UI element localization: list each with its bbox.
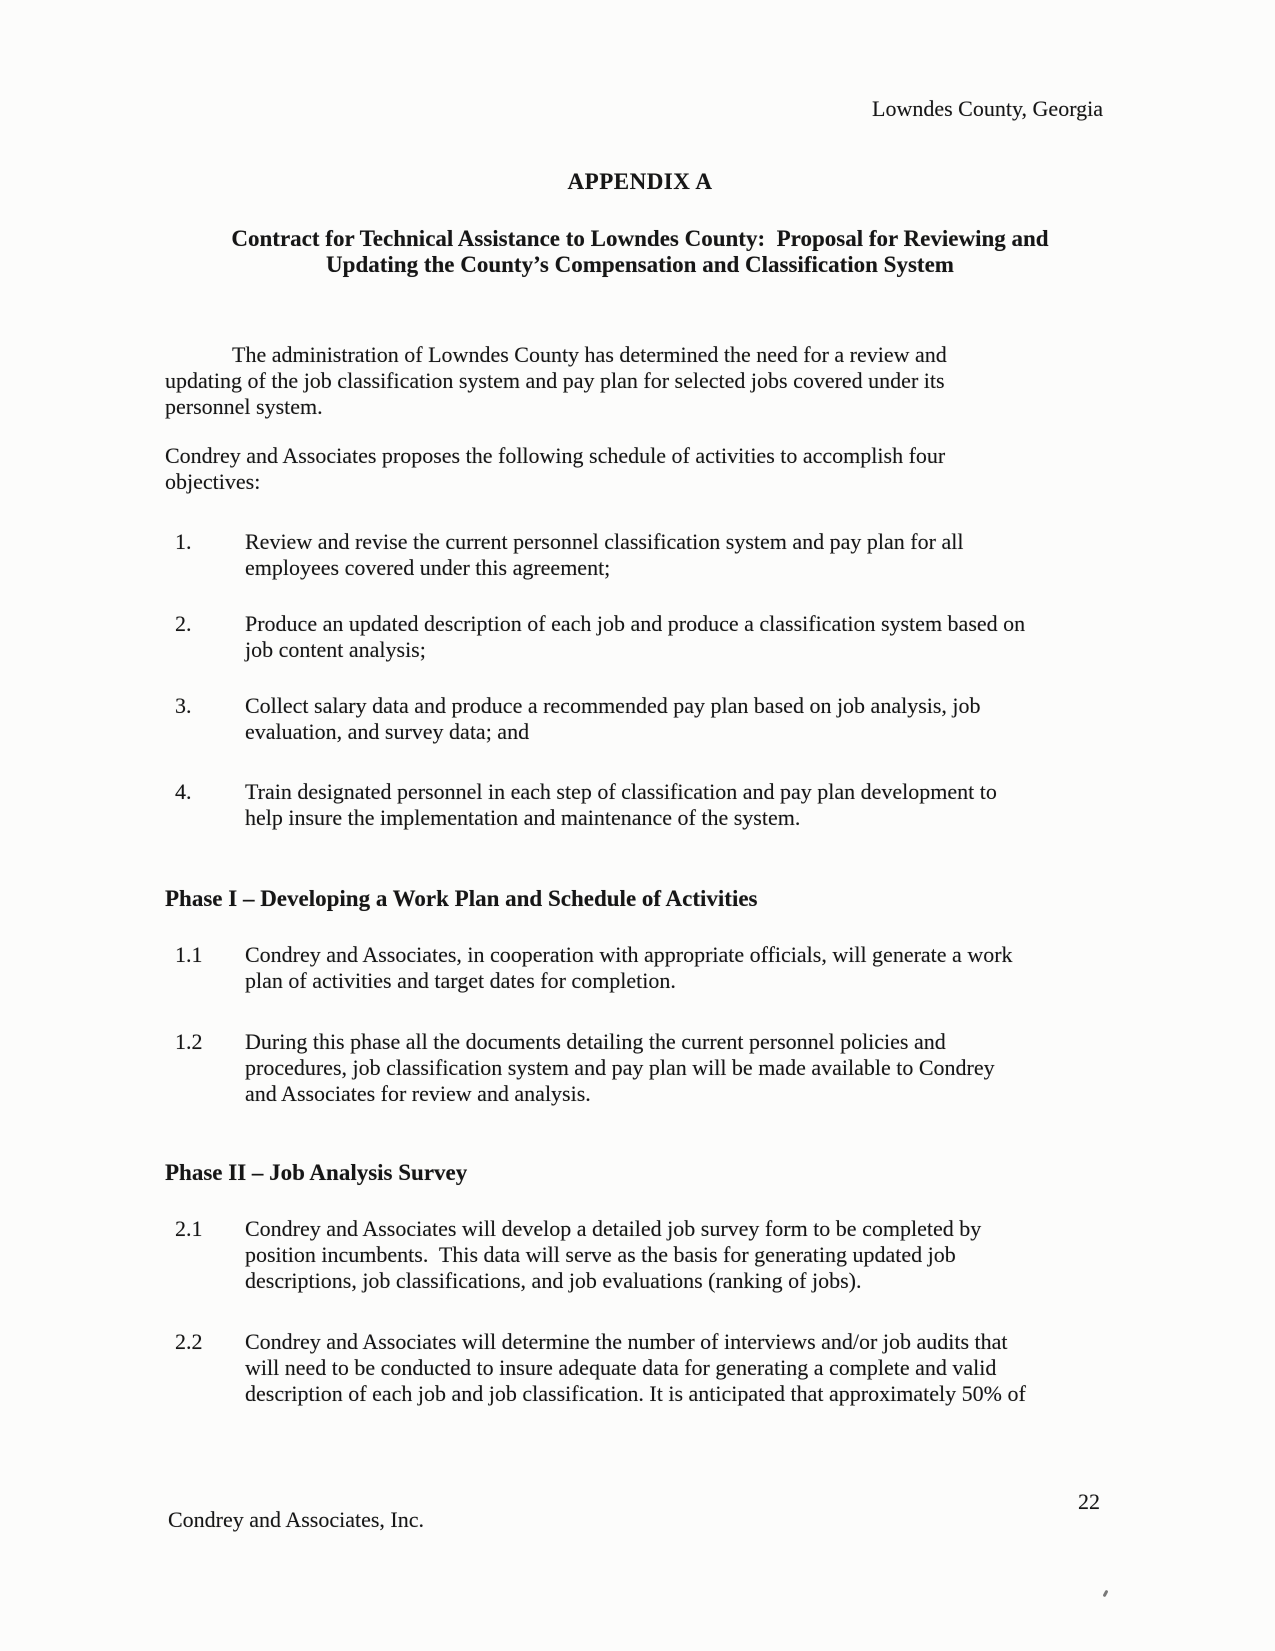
header-location: Lowndes County, Georgia <box>872 96 1103 121</box>
footer-company: Condrey and Associates, Inc. <box>168 1507 424 1532</box>
phase-1-item-1-2 <box>165 1029 1115 1107</box>
objective-number: 4. <box>175 779 192 804</box>
objective-text: Review and revise the current personnel classification system and pay plan for all employees covered under this agreement; <box>245 529 964 580</box>
appendix-heading: APPENDIX A <box>567 169 713 194</box>
phase-1-heading: Phase I – Developing a Work Plan and Schedule of Activities <box>165 886 758 911</box>
section-number: 2.1 <box>175 1216 203 1241</box>
phase-2-item-2-2 <box>165 1329 1115 1407</box>
section-number: 1.2 <box>175 1029 203 1054</box>
section-number: 1.1 <box>175 942 203 967</box>
objective-number: 2. <box>175 611 192 636</box>
objective-text: Produce an updated description of each job and produce a classification system based on job content analysis; <box>245 611 1026 662</box>
section-text: During this phase all the documents detailing the current personnel policies and procedures, job classification system and pay plan will be made available to Condrey and Associates for review and analysis. <box>245 1029 995 1106</box>
phase-2-item-2-1 <box>165 1216 1115 1294</box>
objective-number: 1. <box>175 529 192 554</box>
objective-item-3 <box>165 693 1115 745</box>
phase-2-heading: Phase II – Job Analysis Survey <box>165 1160 468 1185</box>
objective-number: 3. <box>175 693 192 718</box>
intro-paragraph-2: Condrey and Associates proposes the following schedule of activities to accomplish four objectives: <box>165 443 946 494</box>
objective-item-4 <box>165 779 1115 831</box>
objective-item-1 <box>165 529 1115 581</box>
section-text: Condrey and Associates will develop a detailed job survey form to be completed by position incumbents. This data will serve as the basis for generating updated job descriptions, job classifications, and job evaluations (ranking of jobs). <box>245 1216 982 1293</box>
phase-1-item-1-1 <box>165 942 1115 994</box>
objective-text: Collect salary data and produce a recommended pay plan based on job analysis, job evaluation, and survey data; and <box>245 693 981 744</box>
scan-artifact-mark <box>1103 1590 1109 1598</box>
section-number: 2.2 <box>175 1329 203 1354</box>
page-number: 22 <box>1078 1489 1100 1514</box>
document-title: Contract for Technical Assistance to Lowndes County: Proposal for Reviewing and Updating the County’s Compensation and Classification System <box>231 226 1049 277</box>
objective-item-2 <box>165 611 1115 663</box>
intro-paragraph-1: The administration of Lowndes County has determined the need for a review and updating of the job classification system and pay plan for selected jobs covered under its personnel system. <box>165 342 947 419</box>
section-text: Condrey and Associates, in cooperation with appropriate officials, will generate a work plan of activities and target dates for completion. <box>245 942 1013 993</box>
objective-text: Train designated personnel in each step of classification and pay plan development to help insure the implementation and maintenance of the system. <box>245 779 997 830</box>
section-text: Condrey and Associates will determine the number of interviews and/or job audits that will need to be conducted to insure adequate data for generating a complete and valid description of each job and job classification. It is anticipated that approximately 50% of <box>245 1329 1026 1406</box>
